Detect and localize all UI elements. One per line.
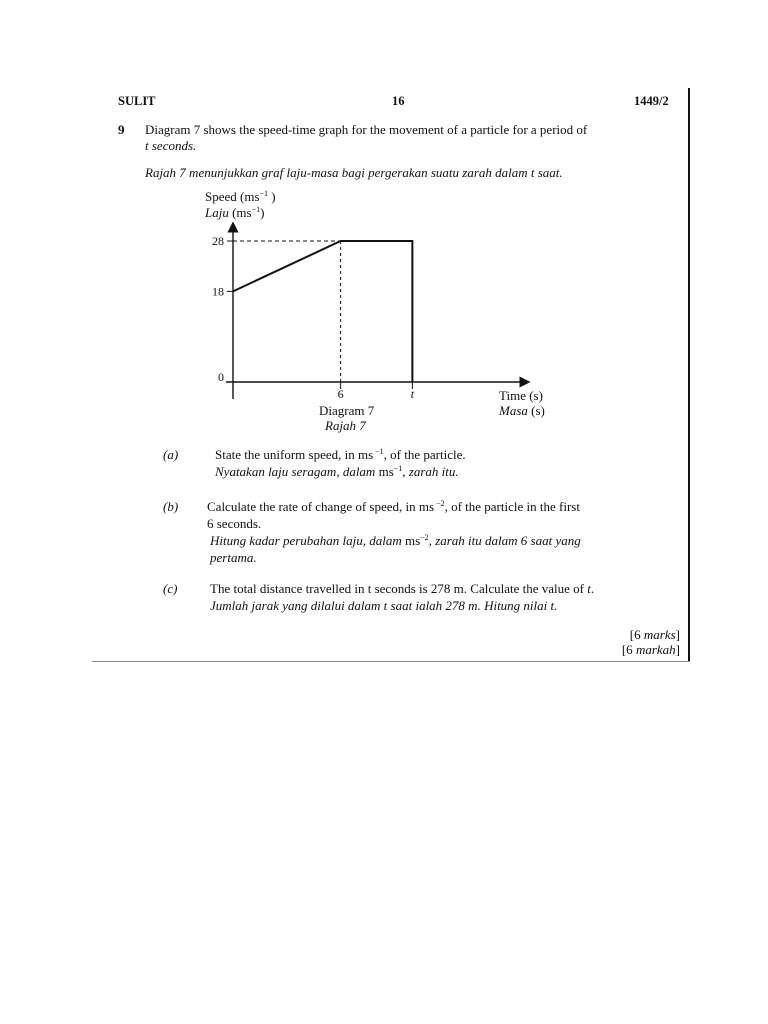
x-tick-labels [338, 382, 415, 401]
question-intro-malay: Rajah 7 menunjukkan graf laju-masa bagi pergerakan suatu zarah dalam t saat. [145, 165, 563, 180]
page-border-bottom [92, 661, 690, 662]
y-axis-title-ms: Laju $(ms^{-1})$ [205, 205, 265, 220]
y-tick-label: 0 [218, 370, 224, 384]
marks-ms: [6 markah] [621, 642, 680, 657]
diagram-caption-ms: Rajah 7 [325, 418, 366, 433]
page-border-right [688, 88, 690, 662]
part-b-question-en: Calculate the rate of change of speed, in ms $^{-2}$, of the particle in the first [207, 499, 580, 514]
diagram-caption-en: Diagram 7 [319, 403, 375, 418]
x-axis-title-en: Time (s) [499, 388, 543, 403]
page-number: 16 [392, 94, 405, 108]
x-axis-title-ms: Masa (s) [499, 403, 545, 418]
question-intro-line1: Diagram 7 shows the speed-time graph for the movement of a particle for a period of [145, 122, 588, 137]
question-intro-line2: t seconds. [145, 138, 197, 153]
part-c-question-ms: Jumlah jarak yang dilalui dalam t saat ialah 278 m. Hitung nilai t. [210, 598, 558, 613]
part-a-label: (a) [163, 447, 179, 462]
y-tick-labels [212, 234, 233, 384]
question-number: 9 [118, 122, 125, 137]
y-axis-title-en: Speed ($ms^{-1}$ ) [205, 189, 276, 204]
part-b-question-ms-line2: pertama. [210, 550, 257, 565]
header-sulit: SULIT [118, 94, 156, 108]
paper-code: 1449/2 [634, 94, 669, 108]
part-b-question-en-line2: 6 seconds. [207, 516, 262, 531]
y-tick-label: 28 [212, 234, 224, 248]
part-c-label: (c) [163, 581, 178, 596]
part-b-label: (b) [163, 499, 179, 514]
x-tick-label: 6 [337, 387, 344, 401]
y-tick-label: 18 [212, 284, 224, 299]
part-a-question-ms: Nyatakan laju seragam, dalam $ms^{-1}$, zarah itu. [215, 464, 459, 479]
speed-line [233, 241, 412, 382]
part-c-question-en: The total distance travelled in t seconds is 278 m. Calculate the value of t. [210, 581, 595, 596]
part-b-question-ms: Hitung kadar perubahan laju, dalam $ms^{-2}$, zarah itu dalam 6 saat yang [210, 533, 581, 548]
part-a-question-en: State the uniform speed, in ms $^{-1}$, of the particle. [215, 447, 466, 462]
marks-en: [6 marks] [629, 627, 680, 642]
speed-time-graph [190, 215, 550, 415]
x-tick-label: t [410, 387, 415, 401]
